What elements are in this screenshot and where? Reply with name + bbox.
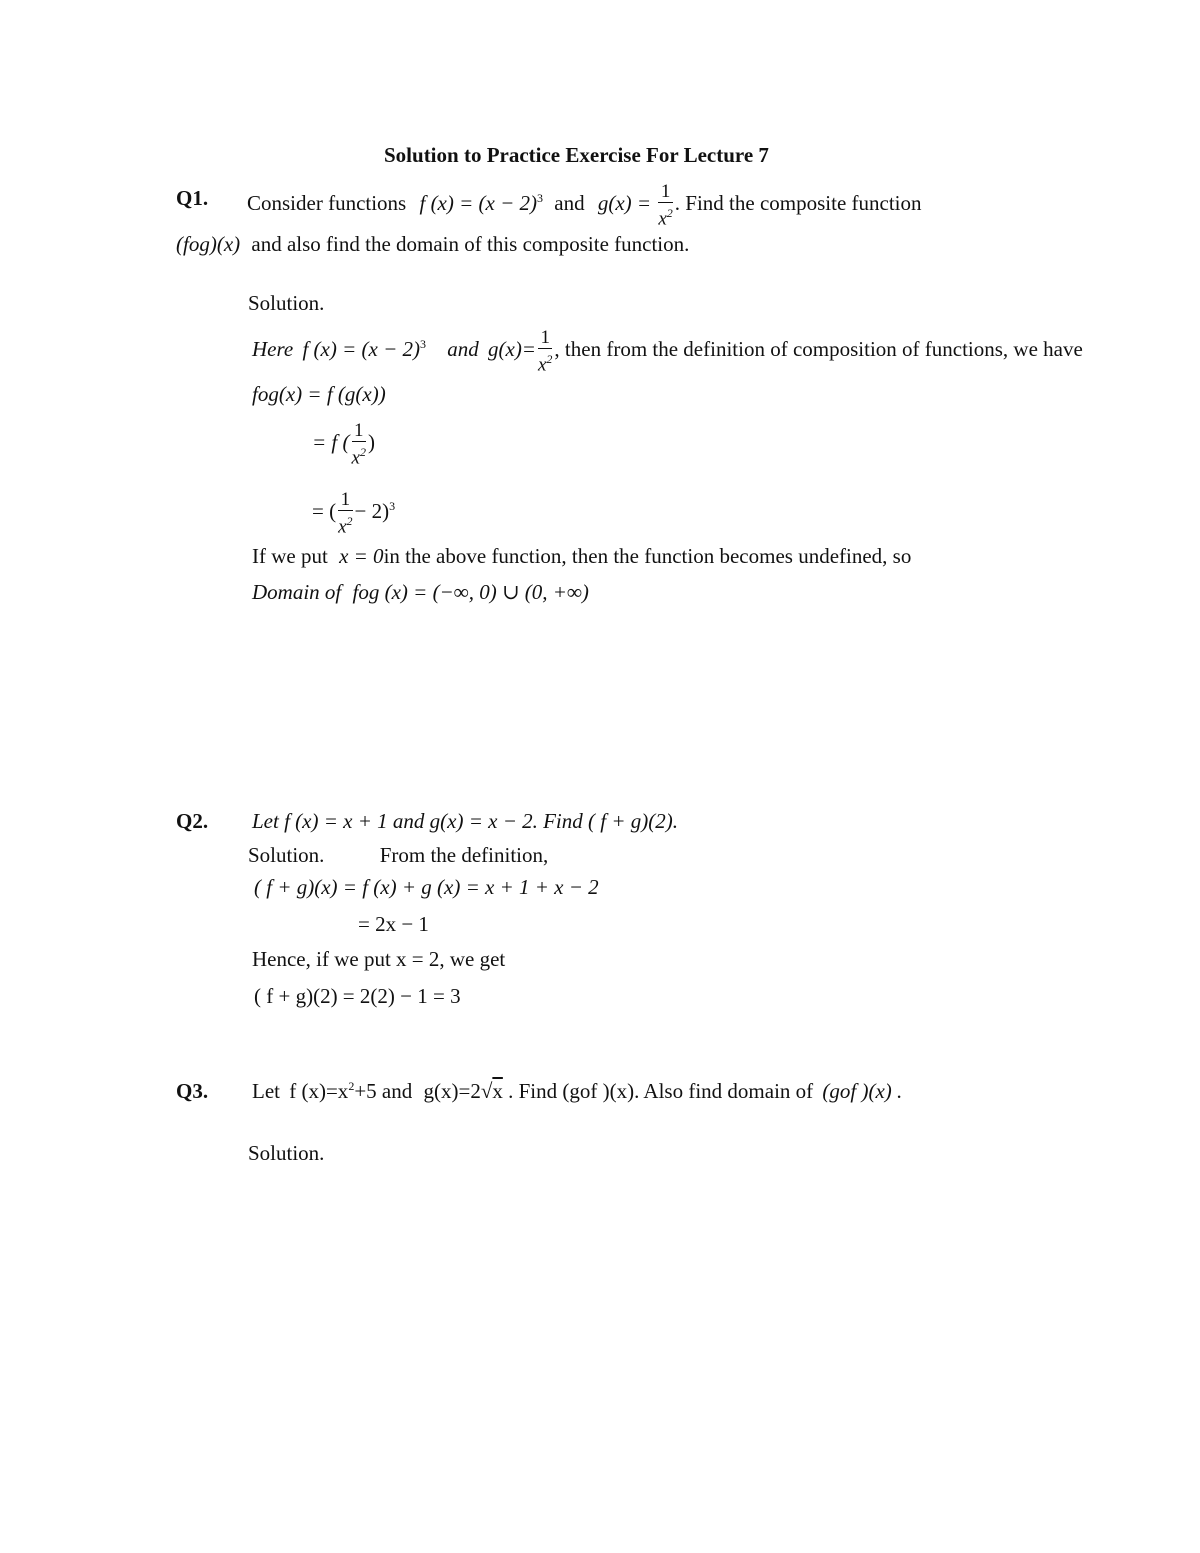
q1-solution-heading: Solution. bbox=[248, 291, 325, 315]
q1-g-fraction bbox=[658, 182, 672, 229]
q1-step3-numerator: 1 bbox=[340, 488, 351, 510]
q3-f-tail: +5 and bbox=[354, 1079, 413, 1103]
q1-step3-fraction bbox=[338, 490, 352, 537]
q1-step3-a: = ( bbox=[312, 499, 337, 523]
q1-step3-exp: 3 bbox=[389, 499, 396, 513]
q3-rest-m: (gof )(x) . bbox=[822, 1079, 903, 1103]
q2-hence-line: Hence, if we put x = 2, we get bbox=[252, 947, 506, 971]
q2-eq-2: = 2x − 1 bbox=[358, 912, 429, 936]
q1-here-den-exp: 2 bbox=[546, 351, 553, 366]
q1-step-3 bbox=[312, 480, 395, 537]
q1-g-numerator: 1 bbox=[660, 180, 671, 202]
question-1-label: Q1. bbox=[176, 186, 209, 210]
q3-f-part: f (x)=x bbox=[289, 1079, 349, 1103]
q1-here-g-fraction bbox=[538, 328, 552, 375]
q1-domain-ask: and also find the domain of this composite function. bbox=[251, 232, 690, 256]
q1-step-1: fog(x) = f (g(x)) bbox=[252, 382, 386, 406]
q1-here-f-exp: 3 bbox=[420, 337, 426, 351]
q1-step2-b: ) bbox=[367, 430, 375, 454]
q1-step2-den-var: x bbox=[351, 446, 360, 468]
q1-undefined-m: x = 0 bbox=[339, 544, 384, 568]
q2-eq-1: ( f + g)(x) = f (x) + g (x) = x + 1 + x − 2 bbox=[254, 875, 599, 899]
q1-g-denominator bbox=[658, 203, 672, 229]
q1-step-2 bbox=[312, 416, 375, 468]
page-title: Solution to Practice Exercise For Lecture 7 bbox=[384, 143, 769, 167]
q1-here-f: f (x) = (x − 2) bbox=[302, 337, 420, 361]
q1-here-g: g(x)= bbox=[488, 337, 536, 361]
q1-step2-denominator bbox=[352, 442, 366, 468]
q2-eq-3: ( f + g)(2) = 2(2) − 1 = 3 bbox=[254, 984, 461, 1008]
question-2-statement: Let f (x) = x + 1 and g(x) = x − 2. Find ( f + g)(2). bbox=[252, 809, 678, 833]
q1-undefined-b: in the above function, then the function becomes undefined, so bbox=[383, 544, 912, 568]
q3-rest: . Find (gof )(x). Also find domain of bbox=[508, 1079, 814, 1103]
q1-here-numerator: 1 bbox=[540, 326, 550, 348]
q1-here-den-var: x bbox=[537, 353, 547, 375]
q1-step2-a: = f ( bbox=[312, 430, 350, 454]
q1-step2-numerator: 1 bbox=[353, 419, 364, 441]
q3-let: Let bbox=[252, 1079, 280, 1103]
q1-intro: Consider functions bbox=[247, 191, 407, 215]
sqrt-icon: √ bbox=[480, 1079, 493, 1103]
q3-g-part: g(x)=2 bbox=[423, 1079, 481, 1103]
q1-here-line bbox=[252, 318, 1083, 375]
q1-here-and: and bbox=[447, 337, 479, 361]
q1-step2-fraction bbox=[352, 421, 366, 468]
q1-step3-den-var: x bbox=[338, 515, 347, 537]
q1-find-text: . Find the composite function bbox=[674, 191, 922, 215]
q1-here-denominator bbox=[538, 349, 552, 375]
q1-f-exp: 3 bbox=[537, 191, 544, 205]
question-3-label: Q3. bbox=[176, 1079, 209, 1103]
q3-solution-heading: Solution. bbox=[248, 1141, 325, 1165]
question-2-label: Q2. bbox=[176, 809, 209, 833]
q2-solution-line bbox=[248, 843, 548, 868]
q1-here-rest: , then from the definition of composition of functions, we have bbox=[554, 337, 1083, 361]
q1-f-def: f (x) = (x − 2) bbox=[419, 191, 538, 215]
q1-domain-line bbox=[252, 580, 589, 605]
q1-den-var: x bbox=[658, 207, 667, 229]
q2-from-definition: From the definition, bbox=[379, 843, 549, 867]
q1-step3-b: − 2) bbox=[354, 499, 390, 523]
q1-and: and bbox=[554, 191, 585, 215]
q1-fog: (fog)(x) bbox=[176, 232, 241, 256]
q1-undefined-line bbox=[252, 544, 911, 569]
q1-step3-denominator bbox=[338, 511, 352, 537]
question-1-statement-line2 bbox=[176, 232, 689, 257]
q1-den-exp: 2 bbox=[666, 205, 673, 220]
question-3-statement bbox=[252, 1079, 902, 1104]
q1-domain-a: Domain of bbox=[252, 580, 342, 604]
q1-domain-b: fog (x) = (−∞, 0) ∪ (0, +∞) bbox=[352, 580, 589, 604]
q1-step3-den-exp: 2 bbox=[346, 513, 353, 528]
q1-g-def: g(x) = bbox=[597, 191, 652, 215]
q1-here: Here bbox=[252, 337, 294, 361]
question-1-statement-line1 bbox=[247, 172, 922, 229]
q1-undefined-a: If we put bbox=[252, 544, 328, 568]
q2-solution-heading: Solution. bbox=[248, 843, 325, 867]
q3-sqrt-arg: x bbox=[492, 1079, 503, 1103]
q1-step2-den-exp: 2 bbox=[359, 444, 366, 459]
q3-f-exp: 2 bbox=[348, 1079, 355, 1093]
